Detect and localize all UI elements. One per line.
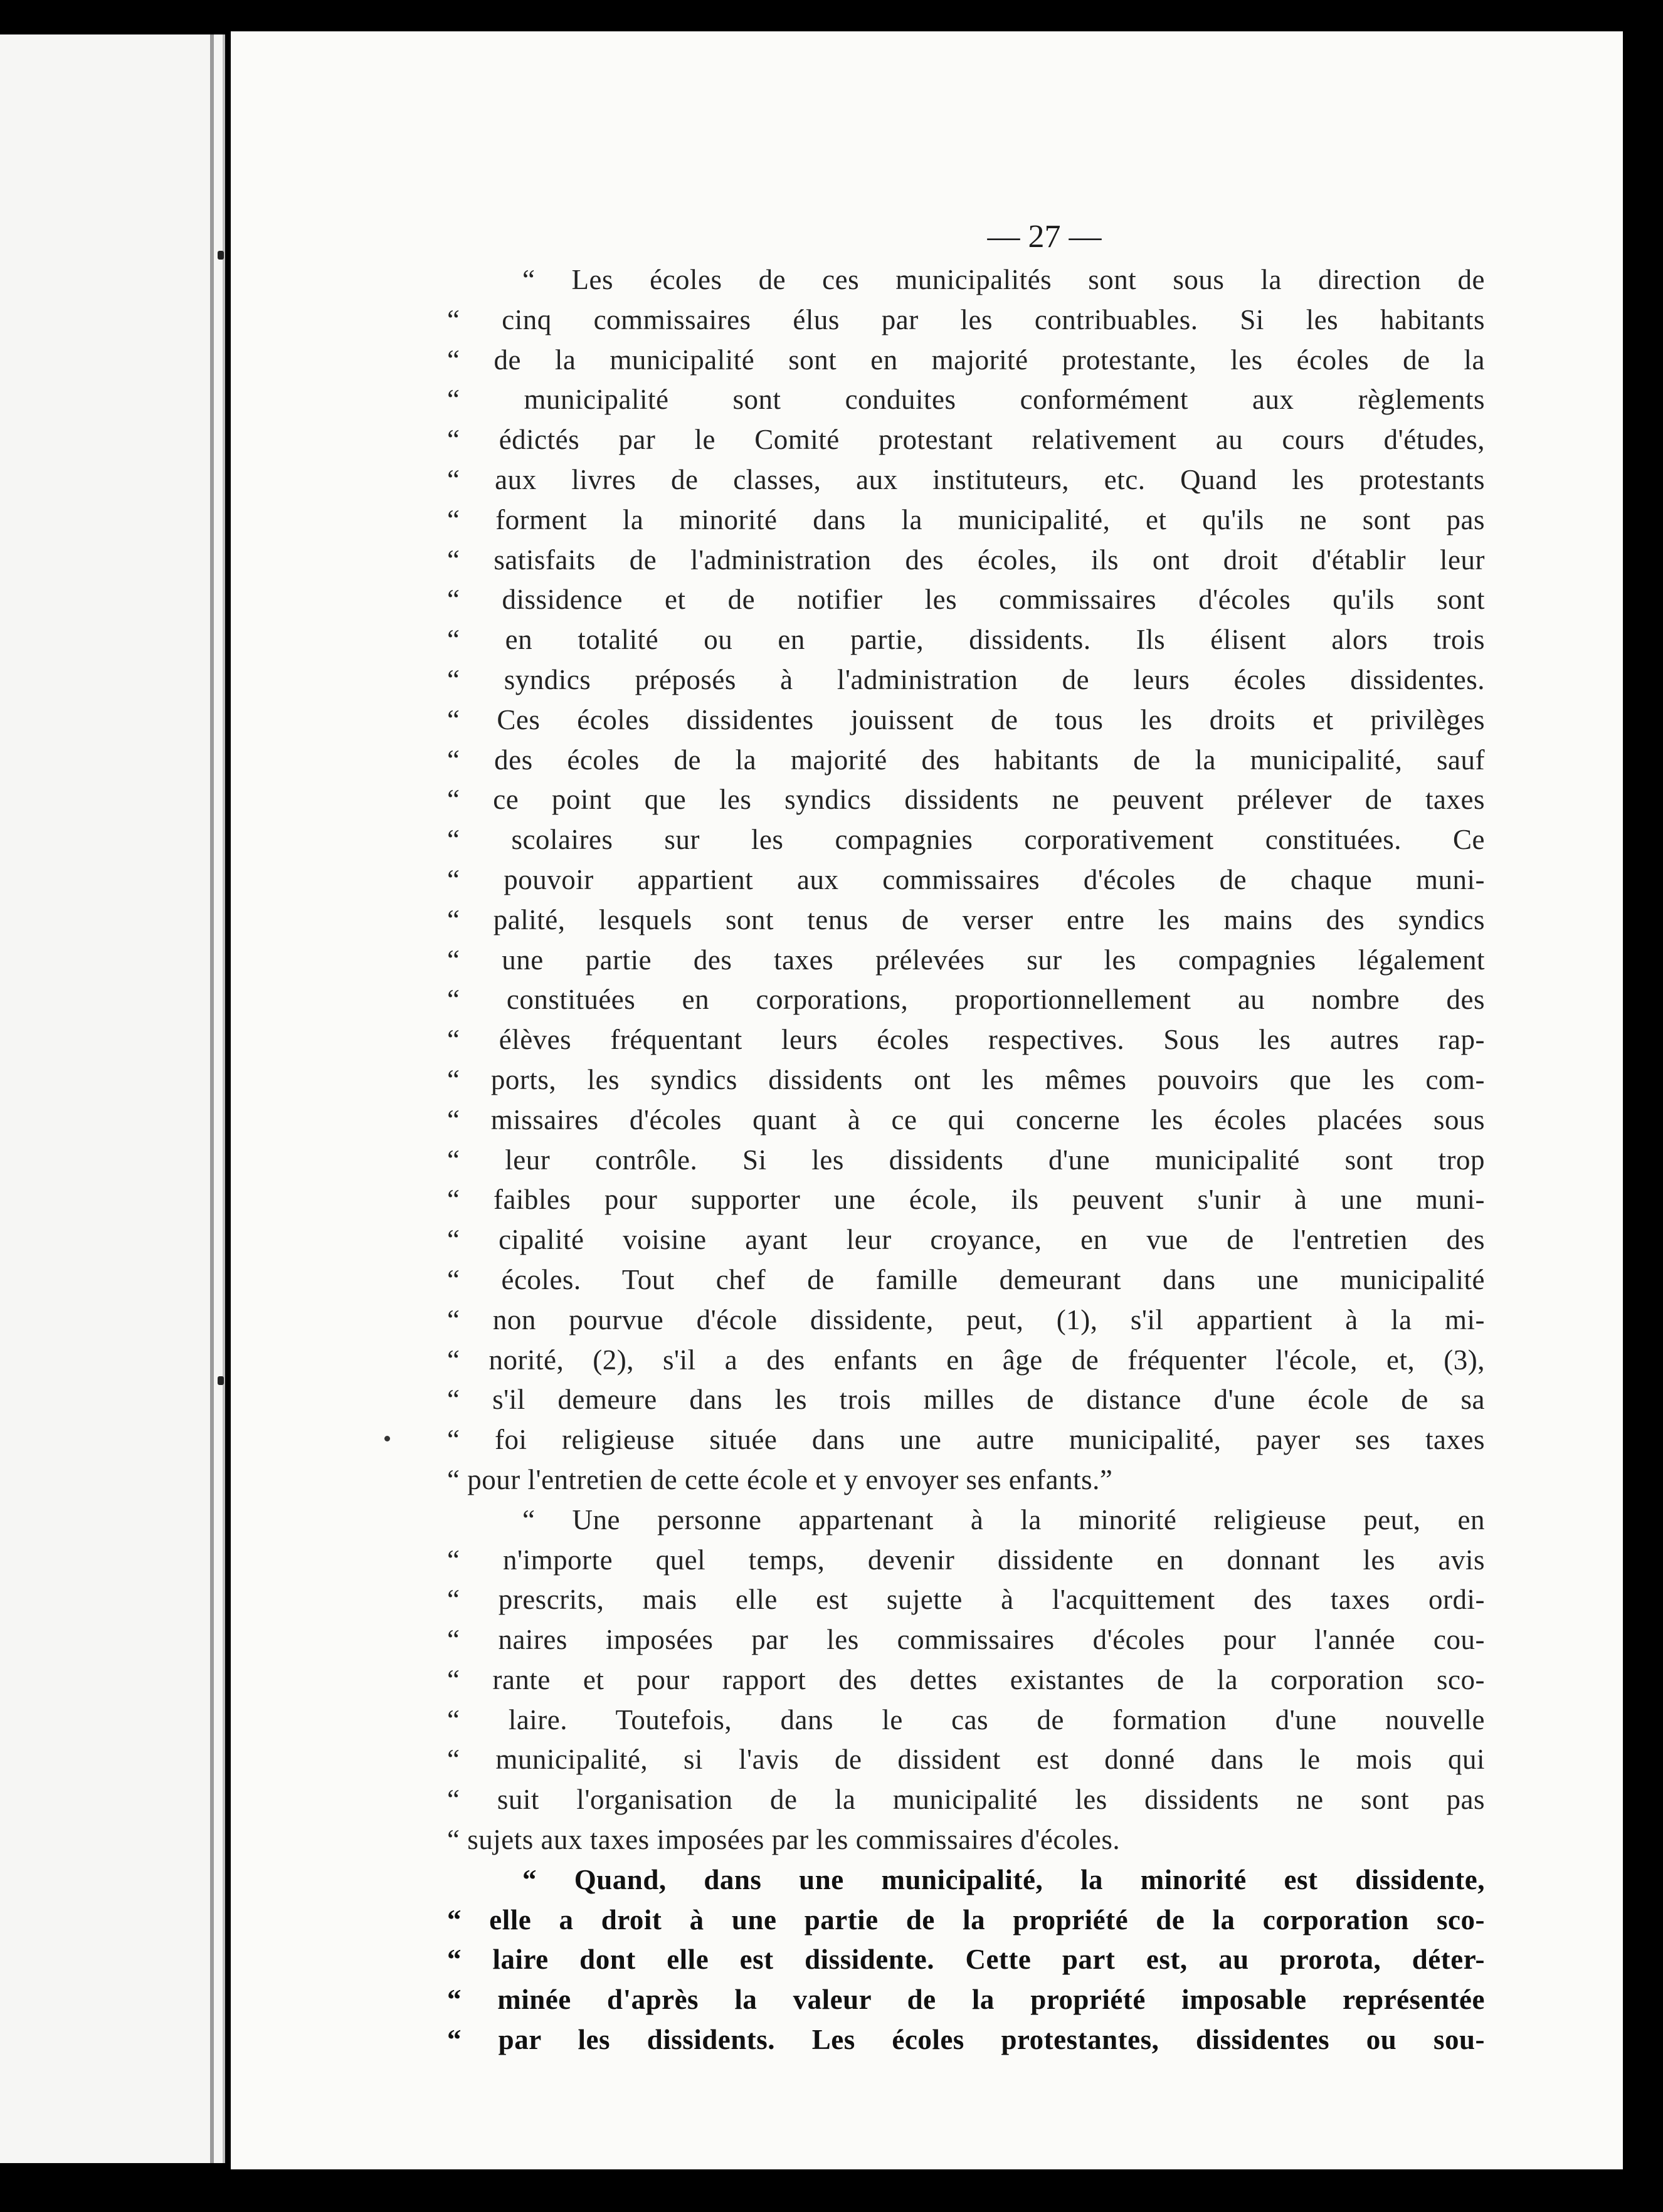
text-line: “ foi religieuse située dans une autre municipalité, payer ses taxes [447, 1424, 1485, 1456]
text-line: “ non pourvue d'école dissidente, peut, (1), s'il appartient à la mi- [447, 1304, 1485, 1335]
page-body-text [447, 260, 1485, 2060]
document-page [231, 31, 1623, 2169]
text-line: “ prescrits, mais elle est sujette à l'acquittement des taxes ordi- [447, 1584, 1485, 1616]
text-line: “ satisfaits de l'administration des écoles, ils ont droit d'établir leur [447, 544, 1485, 576]
text-line: “ une partie des taxes prélevées sur les compagnies légalement [447, 944, 1485, 976]
text-line: “ minée d'après la valeur de la propriété imposable représentée [447, 1984, 1485, 2016]
text-line: “ palité, lesquels sont tenus de verser entre les mains des syndics [447, 903, 1485, 935]
left-page-fragment [0, 34, 225, 2163]
text-line: “ sujets aux taxes imposées par les commissaires d'écoles. [447, 1824, 1121, 1856]
text-line: “ élèves fréquentant leurs écoles respectives. Sous les autres rap- [447, 1024, 1485, 1056]
text-line: “ naires imposées par les commissaires d'écoles pour l'année cou- [447, 1624, 1485, 1656]
text-line: “ syndics préposés à l'administration de leurs écoles dissidentes. [447, 663, 1485, 695]
text-line: “ s'il demeure dans les trois milles de distance d'une école de sa [447, 1384, 1485, 1416]
text-line: “ missaires d'écoles quant à ce qui concerne les écoles placées sous [447, 1103, 1485, 1135]
text-line: “ pour l'entretien de cette école et y envoyer ses enfants.” [447, 1463, 1113, 1495]
text-line: “ en totalité ou en partie, dissidents. Ils élisent alors trois [447, 624, 1485, 656]
text-line: “ Ces écoles dissidentes jouissent de tous les droits et privilèges [447, 703, 1485, 735]
text-line: “ laire. Toutefois, dans le cas de formation d'une nouvelle [447, 1704, 1485, 1735]
text-line: “ de la municipalité sont en majorité protestante, les écoles de la [447, 344, 1485, 376]
text-line: “ Une personne appartenant à la minorité religieuse peut, en [522, 1504, 1485, 1535]
text-line: “ aux livres de classes, aux instituteurs, etc. Quand les protestants [447, 463, 1485, 495]
text-line: “ par les dissidents. Les écoles protestantes, dissidentes ou sou- [447, 2024, 1485, 2056]
text-line: “ municipalité sont conduites conformément aux règlements [447, 384, 1485, 416]
text-line: “ pouvoir appartient aux commissaires d'écoles de chaque muni- [447, 863, 1485, 895]
text-line: “ leur contrôle. Si les dissidents d'une municipalité sont trop [447, 1144, 1485, 1176]
text-line: “ édictés par le Comité protestant relativement au cours d'études, [447, 424, 1485, 456]
text-line: “ n'importe quel temps, devenir dissidente en donnant les avis [447, 1544, 1485, 1576]
text-line: “ forment la minorité dans la municipalité, et qu'ils ne sont pas [447, 503, 1485, 535]
page-number: — 27 — [987, 219, 1102, 255]
text-line: “ constituées en corporations, proportionnellement au nombre des [447, 984, 1485, 1016]
text-line: “ ports, les syndics dissidents ont les mêmes pouvoirs que les com- [447, 1063, 1485, 1095]
text-line: “ ce point que les syndics dissidents ne peuvent prélever de taxes [447, 784, 1485, 816]
binding-mark [218, 251, 224, 260]
text-line: “ scolaires sur les compagnies corporativement constituées. Ce [447, 824, 1485, 856]
margin-mark [384, 1436, 390, 1441]
text-line: “ écoles. Tout chef de famille demeurant dans une municipalité [447, 1263, 1485, 1295]
text-line: “ Les écoles de ces municipalités sont sous la direction de [522, 264, 1485, 295]
binding-edge [210, 34, 214, 2163]
text-line: “ cipalité voisine ayant leur croyance, en vue de l'entretien des [447, 1224, 1485, 1256]
text-line: “ norité, (2), s'il a des enfants en âge de fréquenter l'école, et, (3), [447, 1344, 1485, 1376]
binding-mark [218, 1376, 224, 1385]
text-line: “ dissidence et de notifier les commissaires d'écoles qu'ils sont [447, 584, 1485, 616]
text-line: “ cinq commissaires élus par les contribuables. Si les habitants [447, 303, 1485, 335]
text-line: “ rante et pour rapport des dettes existantes de la corporation sco- [447, 1663, 1485, 1695]
text-line: “ elle a droit à une partie de la propriété de la corporation sco- [447, 1904, 1485, 1936]
text-line: “ des écoles de la majorité des habitants de la municipalité, sauf [447, 744, 1485, 776]
text-line: “ faibles pour supporter une école, ils peuvent s'unir à une muni- [447, 1184, 1485, 1216]
text-line: “ municipalité, si l'avis de dissident est donné dans le mois qui [447, 1744, 1485, 1776]
text-line: “ laire dont elle est dissidente. Cette part est, au prorota, déter- [447, 1944, 1485, 1976]
text-line: “ Quand, dans une municipalité, la minorité est dissidente, [522, 1863, 1485, 1895]
text-line: “ suit l'organisation de la municipalité les dissidents ne sont pas [447, 1784, 1485, 1816]
